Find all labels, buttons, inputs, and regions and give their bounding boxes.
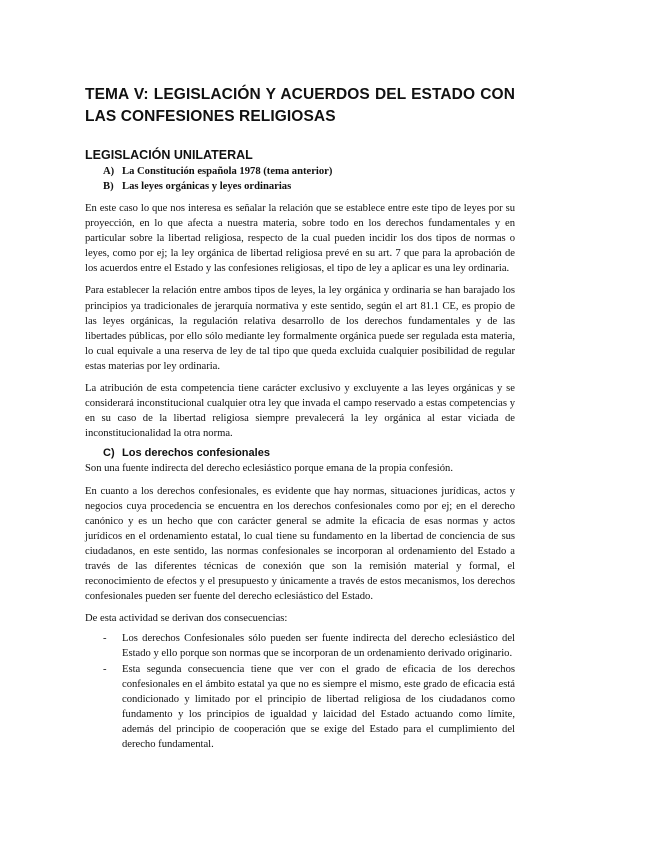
lettered-list (85, 164, 515, 194)
page-title: TEMA V: LEGISLACIÓN Y ACUERDOS DEL ESTADO CON LAS CONFESIONES RELIGIOSAS (85, 86, 515, 125)
section-heading: LEGISLACIÓN UNILATERAL (85, 148, 253, 162)
list-item: A) La Constitución española 1978 (tema anterior) (103, 166, 333, 177)
paragraph: Son una fuente indirecta del derecho eclesiástico porque emana de la propia confesión. (85, 463, 453, 475)
paragraph: En cuanto a los derechos confesionales, es evidente que hay normas, situaciones jurídicas, actos y negocios cuya procedencia se encuentra en los derechos confesionales como por ej; en el derecho canónico y es un hecho que con carácter general se admite la eficacia de esas normas y actos jurídicos en el ordenamiento estatal, lo cual tiene su fundamento en la libertad de conciencia de sus ciudadanos, en este sentido, las normas confesionales se incorporan al ordenamiento del Estado a través de las diferentes técnicas de conexión que son la remisión material y formal, el reconocimiento de efectos y el presupuesto y únicamente a través de estos mecanismos, los derechos confesionales pueden ser fuente del derecho eclesiástico del Estado. (85, 485, 515, 603)
paragraph: La atribución de esta competencia tiene carácter exclusivo y excluyente a las leyes orgánicas y se considerará inconstitucional cualquier otra ley que invada el campo reservado a estas competencias y en su caso de la libertad religiosa siempre prevalecerá la ley orgánica al estar viciada de inconstitucionalidad la otra norma. (85, 383, 515, 440)
subsection-heading: C) Los derechos confesionales (103, 447, 270, 460)
paragraph: De esta actividad se derivan dos consecuencias: (85, 613, 288, 625)
paragraph: En este caso lo que nos interesa es señalar la relación que se establece entre este tipo de leyes por su proyección, en lo que afecta a nuestra materia, sobre todo en los derechos fundamentales y en particular sobre la libertad religiosa, respecto de la cual pueden incidir los dos tipos de normas o leyes, como por ej; la ley orgánica de libertad religiosa prevé en su art. 7 que para la aprobación de los acuerdos entre el Estado y las confesiones religiosas, el tipo de ley a aplicar es una ley ordinaria. (85, 203, 515, 275)
list-item: - Esta segunda consecuencia tiene que ver con el grado de eficacia de los derechos confesionales en el ámbito estatal ya que no es siempre el mismo, este grado de eficacia está condicionado y limitado por el principio de libertad religiosa de los ciudadanos como fundamento y los principios de igualdad y laicidad del Estado actuando como límite, además del principio de cooperación que se exige del Estado para el cumplimiento del derecho fundamental. (103, 663, 515, 750)
list-item: B) Las leyes orgánicas y leyes ordinarias (103, 181, 292, 192)
dash-list (85, 631, 515, 752)
list-item: - Los derechos Confesionales sólo pueden ser fuente indirecta del derecho eclesiástico del Estado y ello porque son normas que se incorporan de un ordenamiento derivado originario. (103, 633, 515, 660)
page-content (85, 84, 515, 752)
paragraph: Para establecer la relación entre ambos tipos de leyes, la ley orgánica y ordinaria se han barajado los principios ya tradicionales de jerarquía normativa y este sentido, según el art 81.1 CE, es propio de las leyes orgánicas, la regulación relativa desarrollo de los derechos fundamentales y de las libertades públicas, por ello sólo mediante ley formalmente orgánica puede ser regulada esta materia, lo cual equivale a una reserva de ley de tal tipo que queda excluida cualquier posibilidad de regular estas materias por ley ordinaria. (85, 285, 515, 372)
